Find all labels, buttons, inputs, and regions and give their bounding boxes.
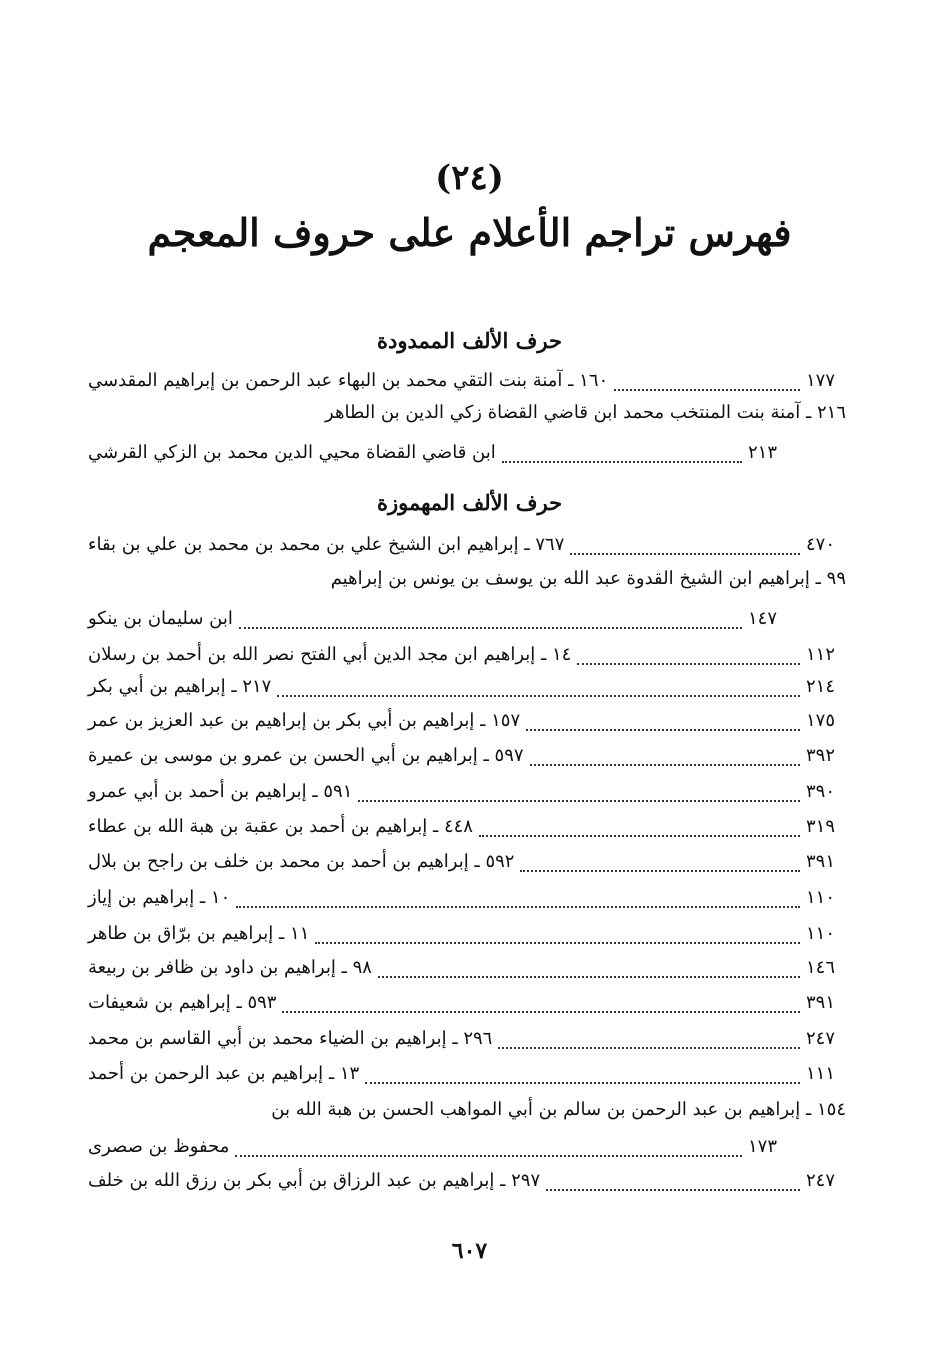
- entry-page: ١٤٧: [748, 608, 778, 629]
- leader-dots: [236, 905, 800, 908]
- entry-text: ١٦٠ ـ آمنة بنت التقي محمد بن البهاء عبد الرحمن بن إبراهيم المقدسي: [88, 370, 609, 391]
- leader-dots: [546, 1188, 800, 1191]
- leader-dots: [577, 662, 800, 665]
- entry-page: ٢٤٧: [806, 1028, 836, 1049]
- entry-page: ٣٩١: [806, 992, 836, 1013]
- index-entry: [88, 745, 846, 775]
- leader-dots: [365, 1081, 800, 1084]
- entry-text: ١٥٤ ـ إبراهيم بن عبد الرحمن بن سالم بن أبي المواهب الحسن بن هبة الله بن: [271, 1099, 846, 1120]
- index-entry: [88, 1099, 846, 1120]
- leader-dots: [358, 799, 800, 802]
- index-entry: [88, 568, 846, 589]
- page-number: ٦٠٧: [451, 1238, 488, 1264]
- leader-dots: [235, 1154, 742, 1157]
- index-entry: [88, 1063, 846, 1093]
- entry-text: ٢٩٦ ـ إبراهيم بن الضياء محمد بن أبي القاسم بن محمد: [88, 1028, 493, 1049]
- index-entry-continuation: [88, 442, 788, 472]
- leader-dots: [614, 388, 800, 391]
- entry-page: ٢١٣: [748, 442, 778, 463]
- entry-text: ٥٩٢ ـ إبراهيم بن أحمد بن محمد بن خلف بن راجح بن بلال: [88, 851, 515, 872]
- entry-text: ٢٩٧ ـ إبراهيم بن عبد الرزاق بن أبي بكر بن رزق الله بن خلف: [88, 1170, 541, 1191]
- entry-page: ١٧٥: [806, 710, 836, 731]
- leader-dots: [479, 834, 800, 837]
- entry-page: ١١٠: [806, 887, 836, 908]
- index-entry: [88, 402, 846, 423]
- entry-page: ٢١٤: [806, 676, 836, 697]
- entry-text: ٩٨ ـ إبراهيم بن داود بن ظافر بن ربيعة: [88, 957, 372, 978]
- entry-text: ٢١٦ ـ آمنة بنت المنتخب محمد ابن قاضي القضاة زكي الدين بن الطاهر: [325, 402, 846, 423]
- entry-page: ١٤٦: [806, 957, 836, 978]
- page-title: فهرس تراجم الأعلام على حروف المعجم: [147, 210, 792, 255]
- entry-text: ١٣ ـ إبراهيم بن عبد الرحمن بن أحمد: [88, 1063, 360, 1084]
- entry-page: ٣٩٠: [806, 781, 836, 802]
- index-entry: [88, 923, 846, 953]
- index-entry: [88, 370, 846, 400]
- leader-dots: [315, 941, 800, 944]
- index-entry: [88, 1028, 846, 1058]
- entry-page: ١١٠: [806, 923, 836, 944]
- index-entry-continuation: [88, 608, 788, 638]
- entry-text: ١٥٧ ـ إبراهيم بن أبي بكر بن إبراهيم بن عبد العزيز بن عمر: [88, 710, 521, 731]
- index-entry: [88, 676, 846, 706]
- index-entry: [88, 1170, 846, 1200]
- index-entry: [88, 992, 846, 1022]
- entry-text: ٢١٧ ـ إبراهيم بن أبي بكر: [88, 676, 272, 697]
- index-entry: [88, 534, 846, 564]
- entry-page: ١٧٧: [806, 370, 836, 391]
- leader-dots: [502, 460, 742, 463]
- entry-page: ٣٩١: [806, 851, 836, 872]
- entry-page: ١٧٣: [748, 1136, 778, 1157]
- index-entry-continuation: [88, 1136, 788, 1166]
- entry-text: ١٠ ـ إبراهيم بن إياز: [88, 887, 231, 908]
- entry-page: ٣٩٢: [806, 745, 836, 766]
- section-heading-mamduda: حرف الألف الممدودة: [377, 328, 562, 353]
- leader-dots: [498, 1046, 800, 1049]
- chapter-number: (٢٤): [435, 158, 504, 198]
- entry-page: ٤٧٠: [806, 534, 836, 555]
- entry-page: ٣١٩: [806, 816, 836, 837]
- entry-text: ٥٩٧ ـ إبراهيم بن أبي الحسن بن عمرو بن موسى بن عميرة: [88, 745, 524, 766]
- leader-dots: [520, 869, 800, 872]
- entry-text: ٥٩١ ـ إبراهيم بن أحمد بن أبي عمرو: [88, 781, 353, 802]
- leader-dots: [378, 975, 800, 978]
- index-entry: [88, 957, 846, 987]
- entry-text: ١٤ ـ إبراهيم ابن مجد الدين أبي الفتح نصر الله بن أحمد بن رسلان: [88, 644, 572, 665]
- index-entry: [88, 781, 846, 811]
- leader-dots: [239, 626, 742, 629]
- entry-text: ٧٦٧ ـ إبراهيم ابن الشيخ علي بن محمد بن محمد بن علي بن بقاء: [88, 534, 565, 555]
- entry-text: ابن قاضي القضاة محيي الدين محمد بن الزكي القرشي: [88, 442, 496, 463]
- leader-dots: [277, 694, 800, 697]
- entry-page: ١١١: [806, 1063, 836, 1084]
- index-entry: [88, 887, 846, 917]
- entry-text: ٤٤٨ ـ إبراهيم بن أحمد بن عقبة بن هبة الله بن عطاء: [88, 816, 473, 837]
- entry-page: ٢٤٧: [806, 1170, 836, 1191]
- section-heading-mahmuza: حرف الألف المهموزة: [376, 490, 563, 515]
- entry-text: محفوظ بن صصرى: [88, 1136, 230, 1157]
- index-entry: [88, 710, 846, 740]
- index-entry: [88, 644, 846, 674]
- entry-text: ١١ ـ إبراهيم بن برّاق بن طاهر: [88, 923, 310, 944]
- entry-text: ٩٩ ـ إبراهيم ابن الشيخ القدوة عبد الله بن يوسف بن يونس بن إبراهيم: [330, 568, 846, 589]
- leader-dots: [570, 552, 800, 555]
- index-entry: [88, 851, 846, 881]
- entry-page: ١١٢: [806, 644, 836, 665]
- leader-dots: [530, 763, 800, 766]
- leader-dots: [282, 1010, 800, 1013]
- entry-text: ٥٩٣ ـ إبراهيم بن شعيفات: [88, 992, 277, 1013]
- index-entry: [88, 816, 846, 846]
- entry-text: ابن سليمان بن ينكو: [88, 608, 233, 629]
- leader-dots: [526, 728, 800, 731]
